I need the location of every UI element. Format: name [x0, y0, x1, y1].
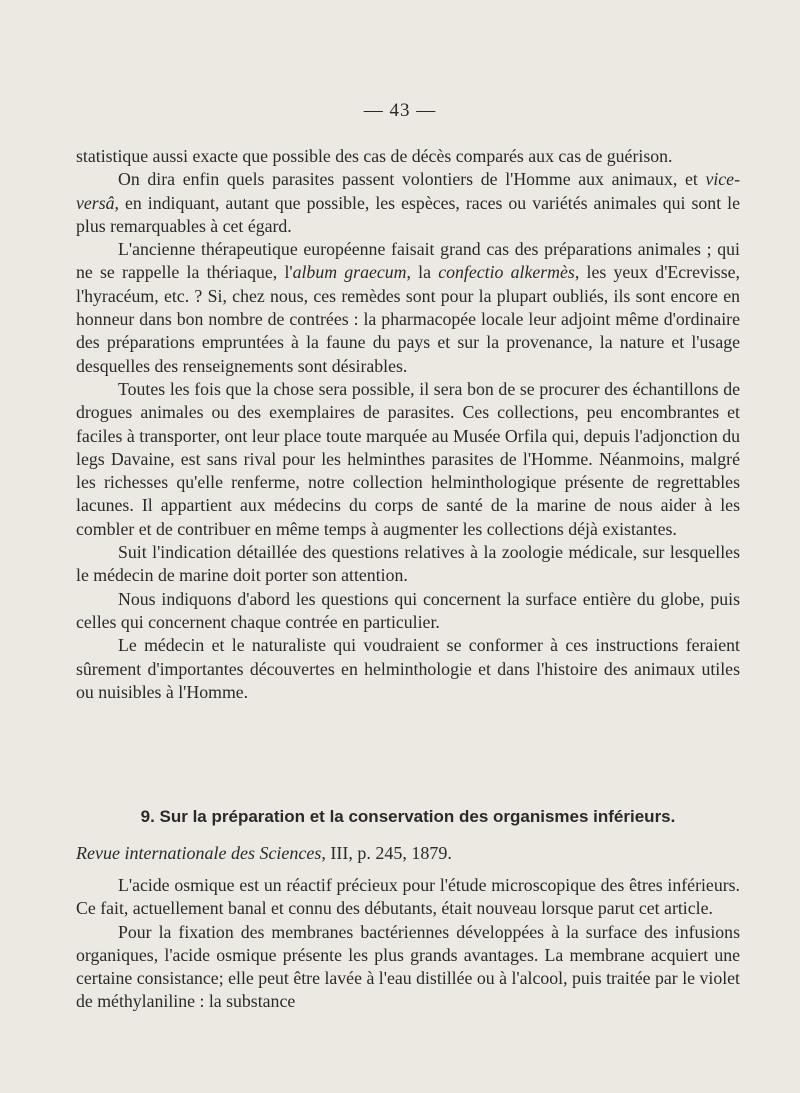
paragraph: On dira enfin quels parasites passent volontiers de l'Homme aux animaux, et vice-versâ, en indiquant, autant que possible, les espèces, races ou variétés animales qui sont le plus remarquables à cet égard. — [76, 169, 740, 236]
citation-journal: Revue internationale des Sciences, — [76, 843, 326, 863]
paragraph: Toutes les fois que la chose sera possible, il sera bon de se procurer des échantillons de drogues animales ou des exemplaires de parasites. Ces collections, peu encombrantes et faciles à transporter, ont leur place toute marquée au Musée Orfila qui, depuis l'adjonction du legs Davaine, est sans rival pour les helminthes parasites de l'Homme. Néanmoins, malgré les richesses qu'elle renferme, notre collection helminthologique présente de regrettables lacunes. Il appartient aux médecins du corps de santé de la marine de nous aider à les combler et de contribuer en même temps à augmenter les collections déjà existantes. — [76, 378, 740, 539]
citation — [76, 843, 740, 864]
paragraph: L'ancienne thérapeutique européenne faisait grand cas des préparations animales ; qui ne se rappelle la thériaque, l'album graecum, la confectio alkermès, les yeux d'Ecrevisse, l'hyracéum, etc. ? Si, chez nous, ces remèdes sont pour la plupart oubliés, ils sont encore en honneur dans bon nombre de contrées : la pharmacopée locale leur adjoint même d'ordinaire des préparations empruntées à la faune du pays et sur la provenance, la nature et l'usage desquelles des renseignements sont désirables. — [76, 239, 740, 376]
paragraph: Le médecin et le naturaliste qui voudraient se conformer à ces instructions feraient sûrement d'importantes découvertes en helminthologie et dans l'histoire des animaux utiles ou nuisibles à l'Homme. — [76, 635, 740, 702]
text-block-bottom — [76, 874, 740, 1014]
page-number: — 43 — — [363, 100, 437, 121]
text-block-top — [76, 145, 740, 704]
paragraph: statistique aussi exacte que possible des cas de décès comparés aux cas de guérison. — [76, 146, 673, 166]
paragraph: Suit l'indication détaillée des questions relatives à la zoologie médicale, sur lesquelles le médecin de marine doit porter son attention. — [76, 542, 740, 586]
citation-details: III, p. 245, 1879. — [325, 843, 452, 863]
paragraph: L'acide osmique est un réactif précieux pour l'étude microscopique des êtres inférieurs. Ce fait, actuellement banal et connu des débutants, était nouveau lorsque parut cet article. — [76, 875, 740, 919]
section-heading: 9. Sur la préparation et la conservation des organismes inférieurs. — [140, 807, 676, 826]
paragraph: Nous indiquons d'abord les questions qui concernent la surface entière du globe, puis celles qui concernent chaque contrée en particulier. — [76, 588, 740, 632]
paragraph: Pour la fixation des membranes bactériennes développées à la surface des infusions organiques, l'acide osmique présente les plus grands avantages. La membrane acquiert une certaine consistance; elle peut être lavée à l'eau distillée ou à l'alcool, puis traitée par le violet de méthylaniline : la substance — [76, 921, 740, 1012]
